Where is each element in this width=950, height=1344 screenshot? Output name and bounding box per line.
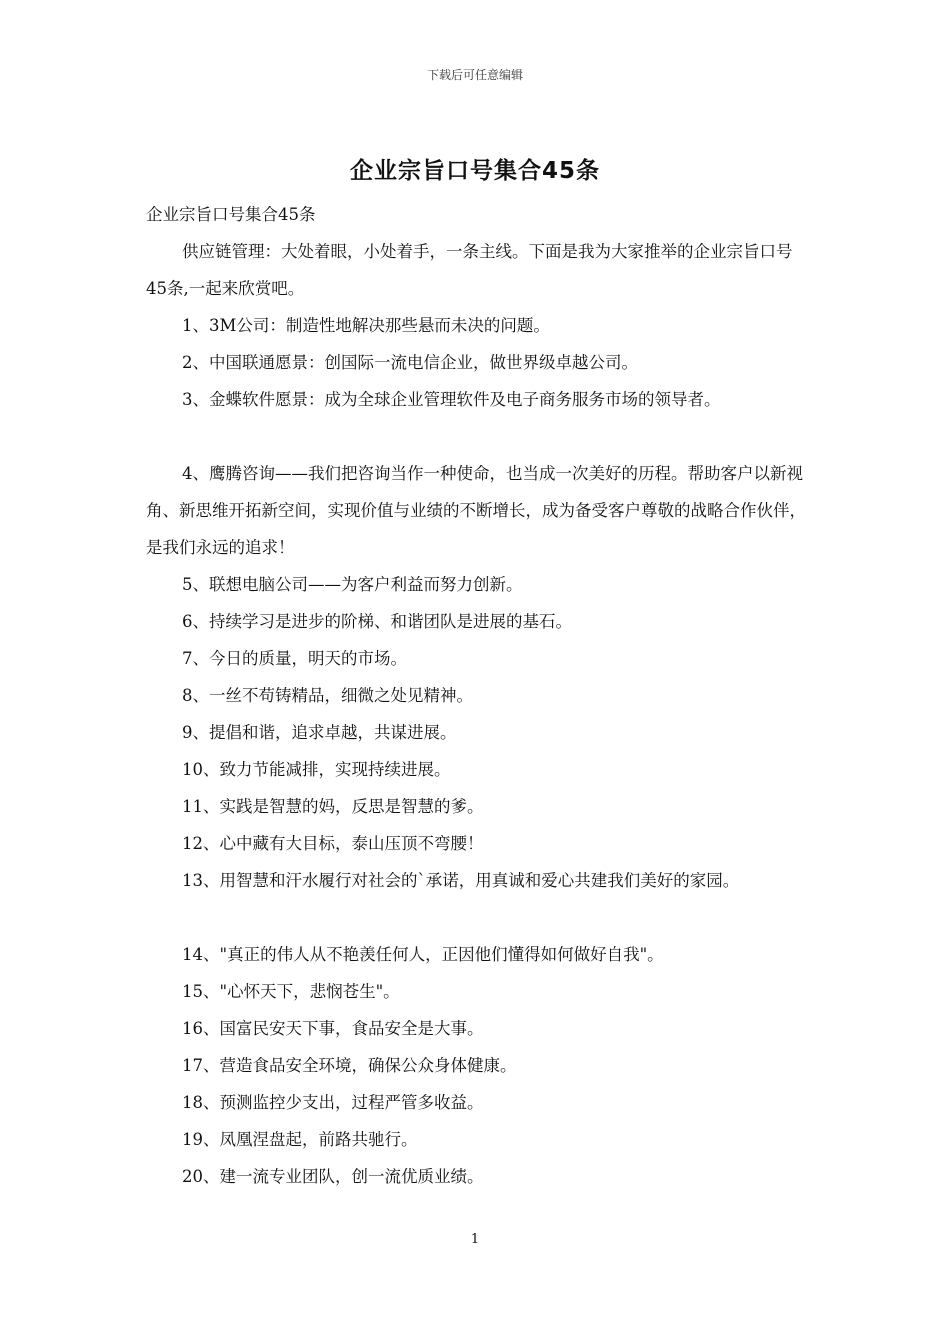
list-item: 14、"真正的伟人从不艳羡任何人，正因他们懂得如何做好自我"。: [182, 945, 664, 964]
list-item: 6、持续学习是进步的阶梯、和谐团队是进展的基石。: [182, 612, 572, 631]
list-item: 12、心中藏有大目标，泰山压顶不弯腰！: [182, 834, 484, 853]
header-note: 下载后可任意编辑: [426, 68, 523, 82]
document-title: 企业宗旨口号集合45条: [349, 158, 600, 184]
list-item: 4、鹰腾咨询——我们把咨询当作一种使命，也当成一次美好的历程。帮助客户以新视角、新思维开拓新空间，实现价值与业绩的不断增长，成为备受客户尊敬的战略合作伙伴，是我们永远的追求！: [146, 464, 806, 557]
list-item: 7、今日的质量，明天的市场。: [182, 649, 407, 668]
list-item: 20、建一流专业团队，创一流优质业绩。: [182, 1167, 484, 1186]
list-item: 10、致力节能减排，实现持续进展。: [182, 760, 451, 779]
list-item: 16、国富民安天下事，食品安全是大事。: [182, 1019, 484, 1038]
list-item: 15、"心怀天下，悲悯苍生"。: [182, 982, 400, 1001]
document-subtitle: 企业宗旨口号集合45条: [146, 205, 316, 224]
paragraph-spacer: [146, 899, 836, 936]
list-item: 11、实践是智慧的妈，反思是智慧的爹。: [182, 797, 484, 816]
list-item: 5、联想电脑公司——为客户利益而努力创新。: [182, 575, 523, 594]
paragraph-spacer: [146, 418, 836, 455]
list-item: 13、用智慧和汗水履行对社会的`承诺，用真诚和爱心共建我们美好的家园。: [182, 871, 740, 890]
intro-paragraph: 供应链管理：大处着眼，小处着手，一条主线。下面是我为大家推举的企业宗旨口号45条,一起来欣赏吧。: [146, 242, 793, 298]
list-item: 9、提倡和谐，追求卓越，共谋进展。: [182, 723, 457, 742]
document-body: [146, 196, 836, 1195]
list-item: 3、金蝶软件愿景：成为全球企业管理软件及电子商务服务市场的领导者。: [182, 390, 721, 409]
page-number: 1: [470, 1232, 480, 1247]
list-item: 1、3M公司：制造性地解决那些悬而未决的问题。: [182, 316, 550, 335]
list-item: 17、营造食品安全环境，确保公众身体健康。: [182, 1056, 517, 1075]
list-item: 18、预测监控少支出，过程严管多收益。: [182, 1093, 484, 1112]
list-item: 19、凤凰涅盘起，前路共驰行。: [182, 1130, 418, 1149]
list-item: 8、一丝不苟铸精品，细微之处见精神。: [182, 686, 473, 705]
list-item: 2、中国联通愿景：创国际一流电信企业，做世界级卓越公司。: [182, 353, 638, 372]
